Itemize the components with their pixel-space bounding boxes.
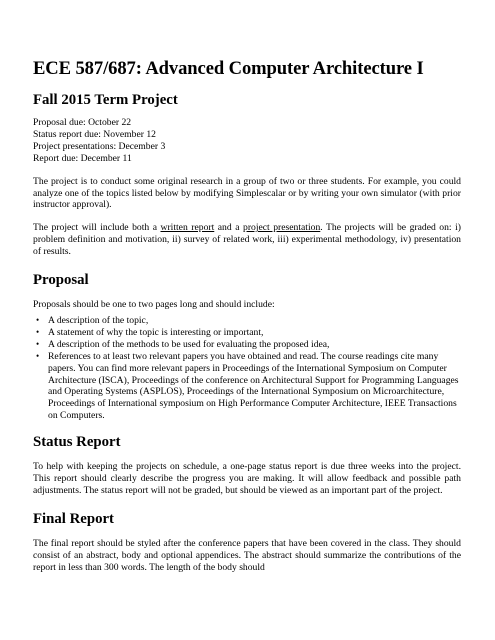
proposal-heading: Proposal [33,272,89,289]
date-status-report: Status report due: November 12 [33,128,156,140]
date-presentations: Project presentations: December 3 [33,140,166,152]
grading-paragraph [33,222,461,258]
proposal-list [33,315,461,422]
document-subtitle: Fall 2015 Term Project [33,92,178,108]
date-proposal: Proposal due: October 22 [33,117,132,128]
document-page [33,58,461,574]
list-item: • A statement of why the topic is interesting or important, [33,327,461,339]
list-item: • A description of the methods to be used for evaluating the proposed idea, [33,339,461,351]
written-report-text: written report [160,222,215,234]
grading-text-mid: and a [214,222,243,234]
grading-text-post: . The projects will be graded on: i) problem definition and motivation, ii) survey of related work, iii) experimental methodology, iv) presentation of results. [33,222,462,258]
status-report-paragraph: To help with keeping the projects on schedule, a one-page status report is due three weeks into the project. This report should clearly describe the progress you are making. It will allow feedback and possible path adjustments. The status report will not be graded, but should be viewed as an important part of the project. [33,461,461,496]
list-item: • A description of the topic, [33,315,461,327]
intro-paragraph: The project is to conduct some original research in a group of two or three students. For example, you could analyze one of the topics listed below by modifying Simplescalar or by writing your own simulator (with prior instructor approval). [33,175,461,211]
final-report-paragraph: The final report should be styled after the conference papers that have been covered in the class. They should consist of an abstract, body and optional appendices. The abstract should summarize the contributions of the report in less than 300 words. The length of the body should [33,537,461,573]
proposal-intro: Proposals should be one to two pages long and should include: [33,299,275,311]
project-presentation-text: project presentation [243,222,321,234]
final-report-heading: Final Report [33,510,114,527]
list-item: • References to at least two relevant papers you have obtained and read. The course readings cite many papers. You can find more relevant papers in Proceedings of the International Symposium on Computer Architecture (ISCA), Proceedings of the conference on Architectural Support for Programming Languages and Operating Systems (ASPLOS), Proceedings of the International Symposium on Microarchitecture, Proceedings of International symposium on High Performance Computer Architecture, IEEE Transactions on Computers. [33,351,461,422]
grading-text-pre: The project will include both a [33,222,161,234]
document-title: ECE 587/687: Advanced Computer Architecture I [33,58,424,79]
status-report-heading: Status Report [33,434,121,451]
date-report: Report due: December 11 [33,152,132,164]
due-dates [33,117,461,165]
